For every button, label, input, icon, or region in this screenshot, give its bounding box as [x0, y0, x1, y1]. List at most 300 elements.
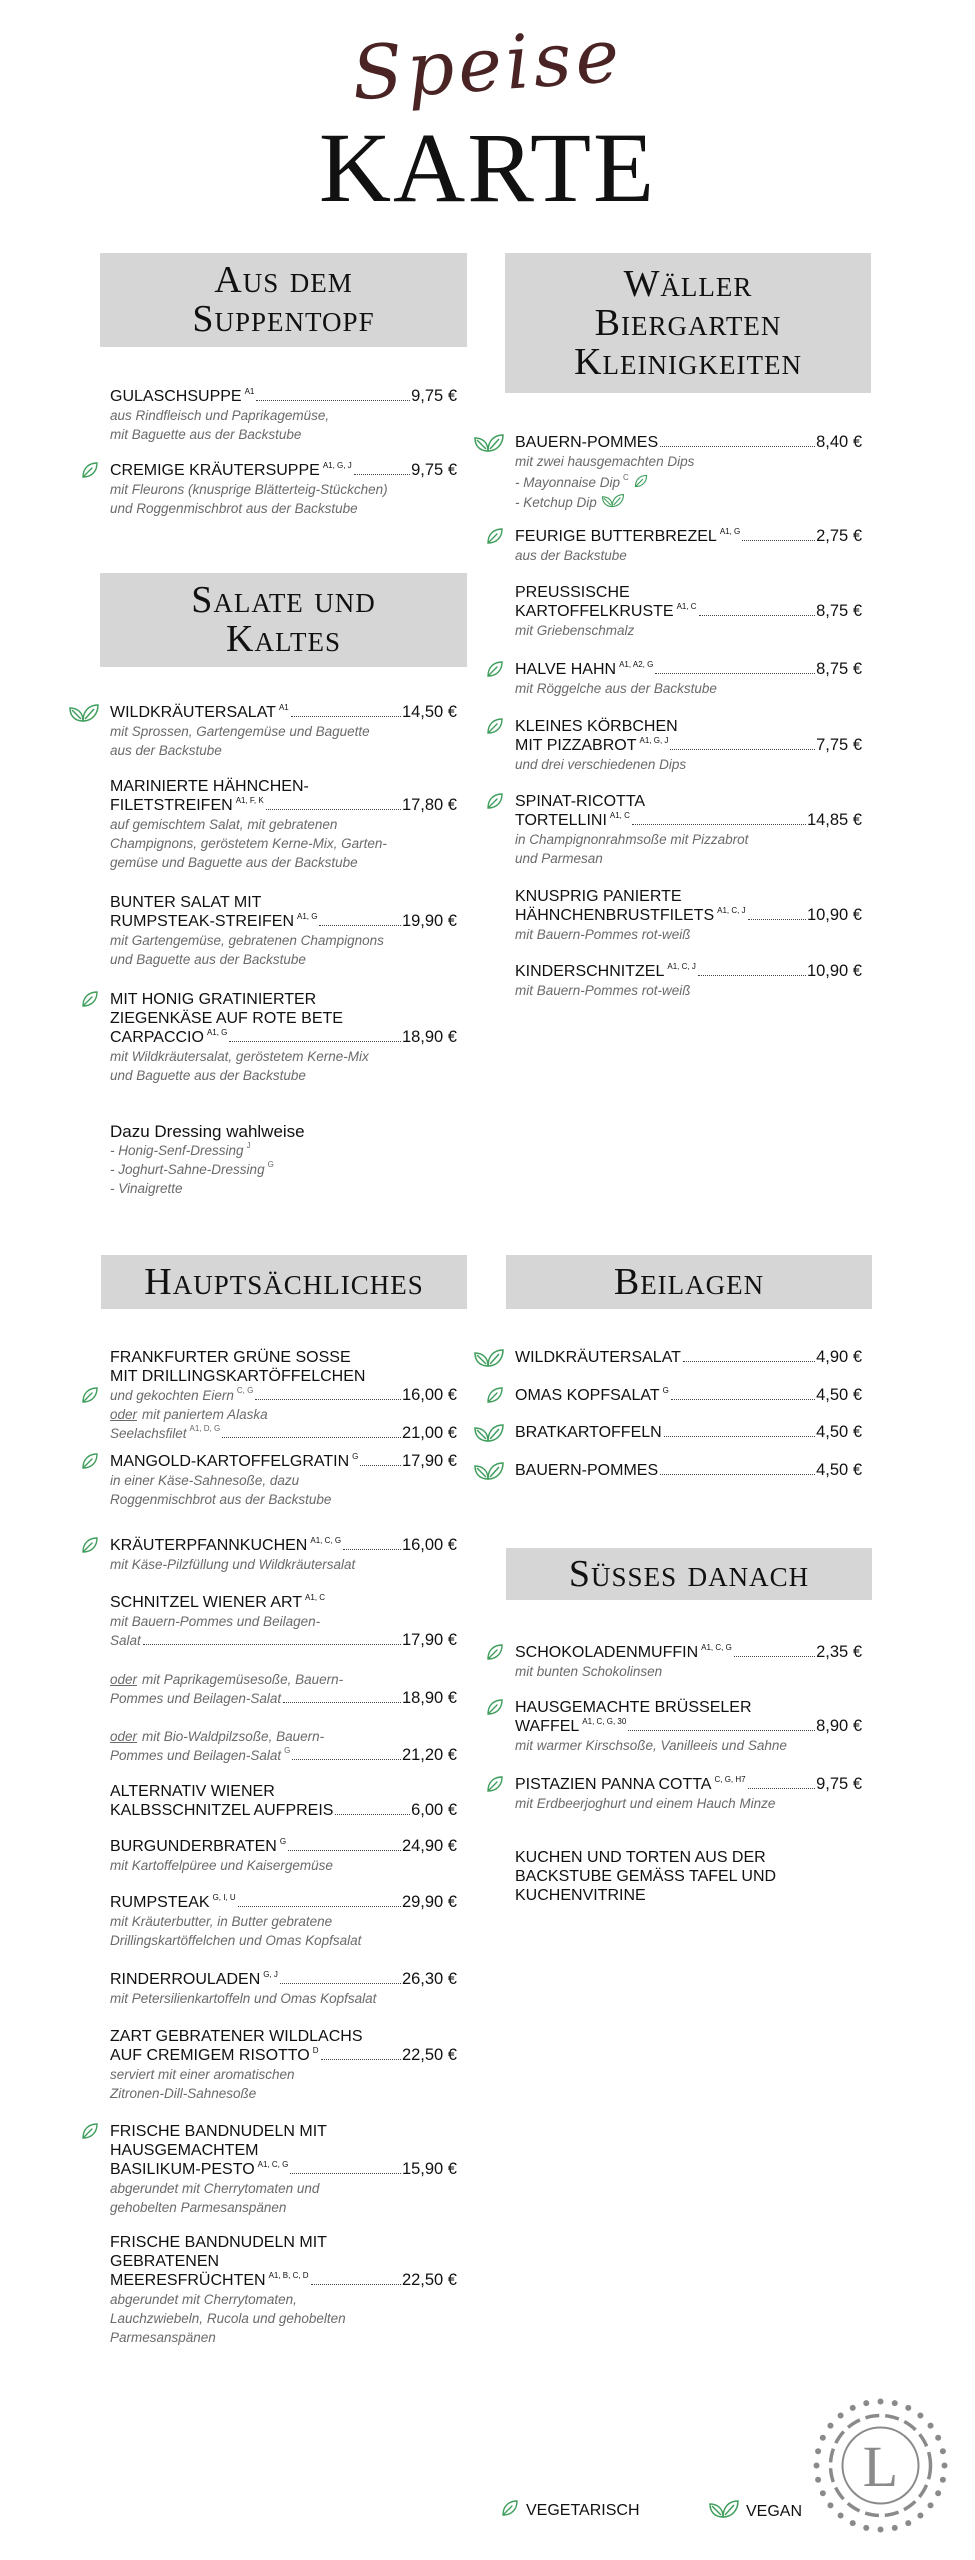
item-price: 18,90 € — [401, 1689, 457, 1707]
menu-item — [110, 1727, 457, 1765]
item-name-line — [110, 1893, 457, 1912]
vegetarian-leaf-icon — [485, 526, 505, 546]
item-text: mit Bio-Waldpilzsoße, Bauern- — [142, 1729, 325, 1744]
item-description-line — [110, 1631, 457, 1650]
menu-item — [515, 1386, 862, 1405]
allergen-codes: C — [623, 473, 629, 482]
dot-leader — [360, 1465, 401, 1466]
item-price: 6,00 € — [411, 1801, 457, 1819]
item-price: 8,90 € — [816, 1717, 862, 1735]
item-text: Roggenmischbrot aus der Backstube — [110, 1492, 332, 1507]
item-text: mit Wildkräutersalat, geröstetem Kerne-Mix — [110, 1049, 369, 1064]
menu-item — [515, 527, 862, 565]
vegetarian-leaf-icon — [80, 1535, 100, 1555]
item-price: 8,75 € — [816, 660, 862, 678]
dot-leader — [664, 1436, 815, 1437]
item-description-line — [110, 1989, 457, 2008]
dot-leader — [291, 716, 401, 717]
item-description-line — [110, 1066, 457, 1085]
legend-vegetarian — [500, 2498, 640, 2523]
dot-leader — [628, 1730, 815, 1731]
item-text: BUNTER SALAT MIT — [110, 894, 262, 911]
item-text: BRATKARTOFFELN — [515, 1424, 662, 1441]
item-text: WILDKRÄUTERSALAT — [110, 704, 276, 721]
vegetarian-leaf-icon — [80, 989, 100, 1009]
dot-leader — [670, 749, 815, 750]
item-text: und Baguette aus der Backstube — [110, 1068, 306, 1083]
item-text: Zitronen-Dill-Sahnesoße — [110, 2086, 257, 2101]
item-description-line — [515, 490, 862, 509]
section-title-line: Wäller — [623, 262, 753, 305]
section-title-line: Süsses danach — [568, 1552, 810, 1595]
vegetarian-leaf-icon — [80, 2121, 100, 2141]
item-text: in Champignonrahmsoße mit Pizzabrot — [515, 832, 749, 847]
menu-title: KARTE — [318, 112, 657, 223]
item-text: - Mayonnaise Dip — [515, 475, 621, 490]
script-title: Speise — [349, 12, 626, 118]
menu-item — [515, 792, 862, 868]
item-description-line — [110, 1689, 457, 1708]
item-text: mit Gartengemüse, gebratenen Champignons — [110, 933, 384, 948]
item-price: 4,50 € — [816, 1461, 862, 1479]
allergen-codes: A1, C — [305, 1593, 326, 1602]
item-description-line — [515, 621, 862, 640]
item-text: KRÄUTERPFANNKUCHEN — [110, 1537, 308, 1554]
allergen-codes: G — [352, 1452, 359, 1461]
vegan-icon — [68, 702, 100, 724]
vegetarian-leaf-icon — [485, 659, 505, 679]
item-description-line — [515, 1794, 862, 1813]
item-price: 4,90 € — [816, 1348, 862, 1366]
menu-item — [515, 1775, 862, 1813]
item-text: BAUERN-POMMES — [515, 1462, 659, 1479]
item-text: und Baguette aus der Backstube — [110, 952, 306, 967]
item-description-line — [110, 853, 457, 872]
item-name-line — [110, 1367, 457, 1386]
dot-leader — [683, 1361, 815, 1362]
item-price: 17,80 € — [401, 796, 457, 814]
item-price: 16,00 € — [401, 1536, 457, 1554]
item-name-line — [515, 1461, 862, 1480]
dot-leader — [343, 1549, 401, 1550]
menu-item — [110, 2233, 457, 2347]
item-description-line — [110, 2198, 457, 2217]
item-price: 14,50 € — [401, 703, 457, 721]
item-text: aus Rindfleisch und Paprikagemüse, — [110, 408, 330, 423]
section-title-line: Biergarten — [594, 301, 782, 344]
allergen-codes: A1, G — [719, 527, 741, 536]
item-name-line — [515, 1643, 862, 1662]
dot-leader — [699, 615, 816, 616]
allergen-codes: A1, C, G — [701, 1643, 732, 1652]
item-text: BAUERN-POMMES — [515, 434, 659, 451]
item-price: 9,75 € — [816, 1775, 862, 1793]
item-description-line — [110, 2065, 457, 2084]
item-price: 8,75 € — [816, 602, 862, 620]
item-name-line — [110, 1122, 457, 1141]
item-text: MIT PIZZABROT — [515, 737, 637, 754]
item-text: MIT HONIG GRATINIERTER — [110, 991, 317, 1008]
section-header — [100, 253, 467, 347]
menu-item — [515, 1461, 862, 1480]
restaurant-logo — [808, 2393, 953, 2538]
item-name-line — [515, 887, 862, 906]
item-description-line — [110, 1471, 457, 1490]
item-description-line — [110, 1141, 457, 1160]
item-name-line — [515, 1775, 862, 1794]
allergen-codes: A1, A2, G — [619, 660, 654, 669]
item-name-line — [110, 2160, 457, 2179]
vegetarian-leaf-icon — [485, 1774, 505, 1794]
item-text: mit Sprossen, Gartengemüse und Baguette — [110, 724, 370, 739]
alternative-prefix: oder — [110, 1729, 138, 1744]
item-name-line — [515, 1867, 862, 1886]
item-description-line — [110, 741, 457, 760]
menu-item — [110, 1837, 457, 1875]
item-name-line — [110, 990, 457, 1009]
menu-item — [110, 1782, 457, 1820]
item-name-line — [515, 736, 862, 755]
item-price: 4,50 € — [816, 1386, 862, 1404]
item-text: MEERESFRÜCHTEN — [110, 2272, 266, 2289]
allergen-codes: G — [284, 1746, 291, 1755]
item-description-line — [110, 950, 457, 969]
item-name-line — [515, 1717, 862, 1736]
item-text: mit Paprikagemüsesoße, Bauern- — [142, 1672, 344, 1687]
dot-leader — [255, 1399, 401, 1400]
allergen-codes: C, G — [236, 1386, 254, 1395]
dot-leader — [660, 446, 815, 447]
allergen-codes: A1, C — [609, 811, 630, 820]
dot-leader — [655, 673, 815, 674]
item-price: 29,90 € — [401, 1893, 457, 1911]
allergen-codes: G — [267, 1160, 274, 1169]
menu-item — [110, 2122, 457, 2217]
item-text: mit Baguette aus der Backstube — [110, 427, 302, 442]
dot-leader — [671, 1399, 815, 1400]
item-price: 26,30 € — [401, 1970, 457, 1988]
item-description-line — [110, 1746, 457, 1765]
item-text: KUCHENVITRINE — [515, 1887, 646, 1904]
allergen-codes: A1, B, C, D — [268, 2271, 309, 2280]
item-name-line — [110, 2233, 457, 2252]
item-name-line — [515, 1348, 862, 1367]
item-text: mit bunten Schokolinsen — [515, 1664, 663, 1679]
dot-leader — [229, 1041, 401, 1042]
dot-leader — [311, 2284, 401, 2285]
item-description-line — [110, 406, 457, 425]
item-text: ZIEGENKÄSE AUF ROTE BETE — [110, 1010, 343, 1027]
menu-item — [110, 1893, 457, 1950]
vegetarian-leaf-icon — [485, 1642, 505, 1662]
item-text: KINDERSCHNITZEL — [515, 963, 665, 980]
item-description-line — [110, 815, 457, 834]
section-header — [506, 1548, 872, 1600]
menu-item — [110, 893, 457, 969]
item-name-line — [515, 433, 862, 452]
allergen-codes: A1, G, J — [322, 461, 352, 470]
dot-leader — [698, 975, 806, 976]
allergen-codes: A1, D, G — [189, 1424, 221, 1433]
item-text: mit Petersilienkartoffeln und Omas Kopfsalat — [110, 1991, 377, 2006]
item-name-line — [110, 777, 457, 796]
vegan-icon — [473, 1460, 505, 1482]
section-header — [100, 573, 467, 667]
allergen-codes: A1, C, G — [257, 2160, 289, 2169]
item-description-line — [110, 1424, 457, 1443]
allergen-codes: A1, C, G, 30 — [582, 1717, 627, 1726]
allergen-codes: A1, F, K — [235, 796, 264, 805]
dot-leader — [319, 925, 400, 926]
item-text: AUF CREMIGEM RISOTTO — [110, 2047, 310, 2064]
item-name-line — [110, 893, 457, 912]
item-text: SCHOKOLADENMUFFIN — [515, 1644, 699, 1661]
item-description-line — [110, 1490, 457, 1509]
dot-leader — [354, 474, 410, 475]
menu-item — [110, 1536, 457, 1574]
item-name-line — [515, 962, 862, 981]
item-text: SPINAT-RICOTTA — [515, 793, 646, 810]
item-name-line — [110, 461, 457, 480]
item-name-line — [515, 1423, 862, 1442]
dot-leader — [748, 919, 806, 920]
dot-leader — [734, 1656, 815, 1657]
item-text: abgerundet mit Cherrytomaten, — [110, 2292, 297, 2307]
item-text: mit Fleurons (knusprige Blätterteig-Stückchen) — [110, 482, 388, 497]
item-description-line — [110, 1405, 457, 1424]
item-name-line — [515, 811, 862, 830]
alternative-prefix: oder — [110, 1407, 138, 1422]
item-name-line — [110, 2046, 457, 2065]
vegetarian-leaf-icon — [80, 1451, 100, 1471]
menu-item — [515, 1643, 862, 1681]
item-text: PREUSSISCHE — [515, 584, 630, 601]
item-text: mit zwei hausgemachten Dips — [515, 454, 695, 469]
item-text: Dazu Dressing wahlweise — [110, 1122, 305, 1141]
item-text: TORTELLINI — [515, 812, 607, 829]
allergen-codes: C, G, H7 — [714, 1775, 746, 1784]
allergen-codes: A1, C, J — [717, 906, 746, 915]
dot-leader — [256, 400, 410, 401]
item-description-line — [110, 2084, 457, 2103]
item-text: OMAS KOPFSALAT — [515, 1387, 660, 1404]
item-description-line — [515, 452, 862, 471]
item-text: RUMPSTEAK-STREIFEN — [110, 913, 295, 930]
section-title-line: Kleinigkeiten — [574, 340, 802, 383]
menu-item — [110, 703, 457, 760]
item-description-line — [110, 425, 457, 444]
item-price: 22,50 € — [401, 2271, 457, 2289]
item-price: 24,90 € — [401, 1837, 457, 1855]
item-text: - Ketchup Dip — [515, 495, 597, 510]
item-text: GULASCHSUPPE — [110, 388, 242, 405]
item-text: RINDERROULADEN — [110, 1971, 261, 1988]
allergen-codes: J — [246, 1141, 251, 1150]
menu-item — [110, 387, 457, 444]
allergen-codes: D — [312, 2046, 319, 2055]
item-text: gemüse und Baguette aus der Backstube — [110, 855, 358, 870]
allergen-codes: A1 — [244, 387, 255, 396]
item-text: mit Käse-Pilzfüllung und Wildkräutersalat — [110, 1557, 356, 1572]
item-description-line — [110, 1160, 457, 1179]
dot-leader — [288, 1850, 401, 1851]
allergen-codes: G, I, U — [212, 1893, 236, 1902]
item-text: mit Kartoffelpüree und Kaisergemüse — [110, 1858, 333, 1873]
item-text: - Vinaigrette — [110, 1181, 183, 1196]
menu-item — [515, 1348, 862, 1367]
item-text: SCHNITZEL WIENER ART — [110, 1594, 303, 1611]
item-text: MANGOLD-KARTOFFELGRATIN — [110, 1453, 350, 1470]
dot-leader — [321, 2059, 401, 2060]
item-name-line — [110, 387, 457, 406]
item-text: Parmesanspänen — [110, 2330, 216, 2345]
item-description-line — [110, 2179, 457, 2198]
item-description-line — [515, 925, 862, 944]
item-name-line — [515, 602, 862, 621]
item-text: mit Bauern-Pommes rot-weiß — [515, 983, 691, 998]
dot-leader — [266, 809, 401, 810]
item-text: mit warmer Kirschsoße, Vanilleeis und Sahne — [515, 1738, 787, 1753]
item-description-line — [515, 471, 862, 490]
dot-leader — [222, 1437, 401, 1438]
item-text: gehobelten Parmesanspänen — [110, 2200, 287, 2215]
dot-leader — [238, 1906, 401, 1907]
section-header — [505, 253, 871, 393]
section-title-line: Beilagen — [613, 1260, 765, 1303]
item-text: WILDKRÄUTERSALAT — [515, 1349, 681, 1366]
section-header — [506, 1255, 872, 1309]
item-price: 4,50 € — [816, 1423, 862, 1441]
item-name-line — [110, 1009, 457, 1028]
menu-item — [110, 461, 457, 518]
allergen-codes: G — [662, 1386, 669, 1395]
allergen-codes: A1, G — [206, 1028, 228, 1037]
item-text: Lauchzwiebeln, Rucola und gehobelten — [110, 2311, 346, 2326]
item-description-line — [110, 2309, 457, 2328]
item-price: 18,90 € — [401, 1028, 457, 1046]
menu-item — [515, 1698, 862, 1755]
item-text: CREMIGE KRÄUTERSUPPE — [110, 462, 320, 479]
item-description-line — [515, 1736, 862, 1755]
item-text: KARTOFFELKRUSTE — [515, 603, 674, 620]
item-description-line — [110, 722, 457, 741]
menu-item — [515, 717, 862, 774]
item-text: Pommes und Beilagen-Salat — [110, 1748, 282, 1763]
item-text: MIT DRILLINGSKARTÖFFELCHEN — [110, 1368, 366, 1385]
vegan-icon — [473, 1422, 505, 1444]
vegetarian-leaf-icon — [80, 460, 100, 480]
menu-item — [515, 1848, 862, 1905]
item-text: Seelachsfilet — [110, 1426, 187, 1441]
item-price: 9,75 € — [411, 387, 457, 405]
item-text: Champignons, geröstetem Kerne-Mix, Garten- — [110, 836, 387, 851]
item-text: KNUSPRIG PANIERTE — [515, 888, 682, 905]
dot-leader — [748, 1788, 816, 1789]
menu-item — [110, 1970, 457, 2008]
vegetarian-leaf-icon — [80, 1385, 100, 1405]
item-description-line — [110, 1670, 457, 1689]
section-title-line: Salate und — [191, 579, 376, 621]
double-leaf-icon — [708, 2498, 740, 2525]
menu-item — [515, 583, 862, 640]
item-text: RUMPSTEAK — [110, 1894, 210, 1911]
item-name-line — [110, 1348, 457, 1367]
vegan-icon — [473, 1347, 505, 1369]
item-price: 21,20 € — [401, 1746, 457, 1764]
item-description-line — [110, 499, 457, 518]
item-text: KUCHEN UND TORTEN AUS DER — [515, 1849, 766, 1866]
menu-item — [110, 1122, 457, 1198]
item-name-line — [515, 717, 862, 736]
svg-text:L: L — [862, 2434, 899, 2499]
item-name-line — [110, 1452, 457, 1471]
item-description-line — [110, 1912, 457, 1931]
item-text: FRANKFURTER GRÜNE SOSSE — [110, 1349, 351, 1366]
item-description-line — [110, 1612, 457, 1631]
item-name-line — [110, 1782, 457, 1801]
item-description-line — [110, 1047, 457, 1066]
item-text: BASILIKUM-PESTO — [110, 2161, 255, 2178]
allergen-codes: G — [279, 1837, 287, 1846]
item-name-line — [110, 1028, 457, 1047]
dot-leader — [742, 540, 815, 541]
item-price: 15,90 € — [401, 2160, 457, 2178]
allergen-codes: G, J — [263, 1970, 278, 1979]
item-description-line — [515, 830, 862, 849]
item-text: - Joghurt-Sahne-Dressing — [110, 1162, 265, 1177]
allergen-codes: A1, G, J — [639, 736, 669, 745]
allergen-codes: A1, C, G — [310, 1536, 342, 1545]
legend-label: VEGETARISCH — [526, 2501, 640, 2519]
dot-leader — [632, 824, 806, 825]
vegetarian-leaf-icon — [485, 716, 505, 736]
item-name-line — [110, 1970, 457, 1989]
item-price: 9,75 € — [411, 461, 457, 479]
item-description-line — [515, 1662, 862, 1681]
item-text: CARPACCIO — [110, 1029, 204, 1046]
item-name-line — [110, 2027, 457, 2046]
item-name-line — [515, 1698, 862, 1717]
item-name-line — [515, 527, 862, 546]
allergen-codes: A1, C — [676, 602, 697, 611]
item-text: ZART GEBRATENER WILDLACHS — [110, 2028, 363, 2045]
item-text: GEBRATENEN — [110, 2253, 220, 2270]
item-price: 16,00 € — [401, 1386, 457, 1404]
item-price: 10,90 € — [806, 906, 862, 924]
item-text: mit Kräuterbutter, in Butter gebratene — [110, 1914, 333, 1929]
item-text: HALVE HAHN — [515, 661, 617, 678]
item-price: 19,90 € — [401, 912, 457, 930]
dot-leader — [660, 1474, 815, 1475]
item-name-line — [515, 906, 862, 925]
item-description-line — [110, 480, 457, 499]
item-description-line — [110, 2328, 457, 2347]
item-text: Pommes und Beilagen-Salat — [110, 1691, 282, 1706]
vegan-icon — [473, 432, 505, 454]
item-name-line — [110, 1593, 457, 1612]
menu-item — [110, 1593, 457, 1650]
item-text: mit Bauern-Pommes und Beilagen- — [110, 1614, 321, 1629]
allergen-codes: A1 — [278, 703, 289, 712]
item-description-line — [515, 849, 862, 868]
item-price: 2,75 € — [816, 527, 862, 545]
item-text: mit Erdbeerjoghurt und einem Hauch Minze — [515, 1796, 776, 1811]
menu-item — [110, 1670, 457, 1708]
menu-item — [515, 1423, 862, 1442]
dot-leader — [283, 1702, 401, 1703]
item-price: 17,90 € — [401, 1452, 457, 1470]
item-text: aus der Backstube — [515, 548, 627, 563]
